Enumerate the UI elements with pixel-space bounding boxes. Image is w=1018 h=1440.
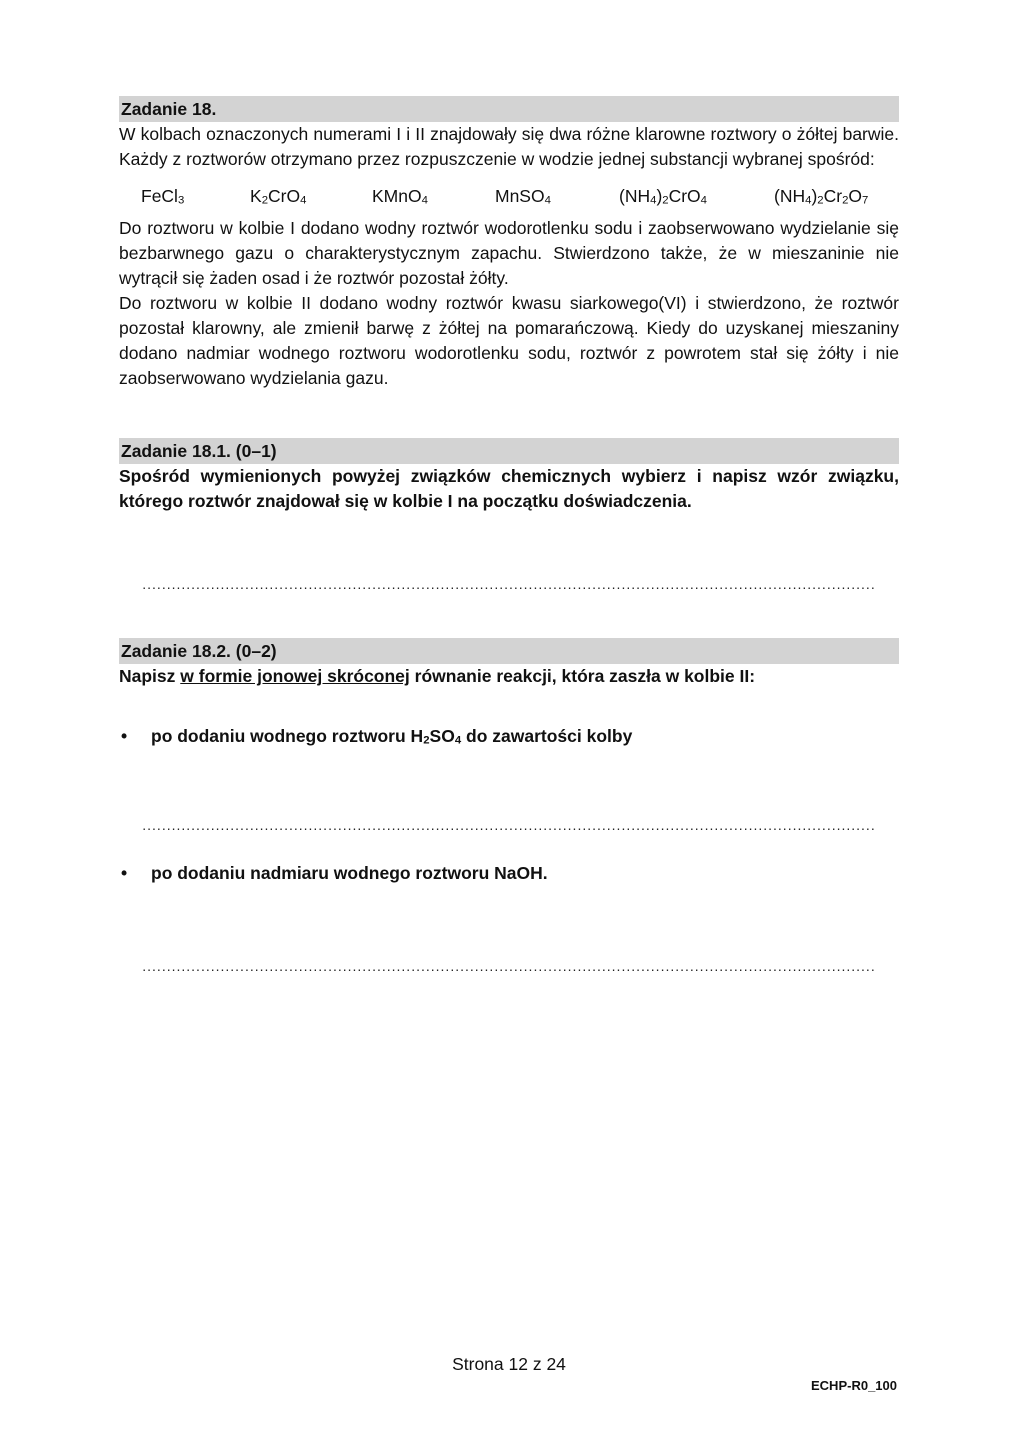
task-18-2-instruction: Napisz w formie jonowej skróconej równanie reakcji, która zaszła w kolbie II: [119, 666, 756, 686]
task-18-header: Zadanie 18. [119, 96, 899, 122]
task-18-2-answer-line-1[interactable]: ...................................................................................................................................................... [142, 817, 876, 833]
task-18-1-instruction: Spośród wymienionych powyżej związków chemicznych wybierz i napisz wzór związku, którego roztwór znajdował się w kolbie I na początku doświadczenia. [119, 466, 899, 511]
compound-nh4-2cr2o7: $(NH_4)_2Cr_2O_7$ [774, 186, 869, 207]
task-18-1-answer-line[interactable]: ...................................................................................................................................................... [142, 576, 876, 592]
compound-kmno4: KMnO$_4$ [372, 186, 428, 207]
compound-list [119, 182, 899, 210]
compound-nh4-2cro4: $(NH_4)_2CrO_4$ [619, 186, 707, 207]
page-content [119, 96, 899, 974]
page-number: Strona 12 z 24 [452, 1354, 566, 1374]
exam-code: ECHP-R0_100 [811, 1378, 897, 1393]
task-18-paragraph-2: Do roztworu w kolbie II dodano wodny roztwór kwasu siarkowego(VI) i stwierdzono, że roztwór pozostał klarowny, ale zmienił barwę z żółtej na pomarańczową. Kiedy do uzyskanej mieszaniny dodano nadmiar wodnego roztworu wodorotlenku sodu, roztwór z powrotem stał się żółty i nie zaobserwowano wydzielania gazu. [119, 293, 899, 388]
bullet-icon: • [121, 863, 128, 883]
task-18-2-header: Zadanie 18.2. (0–2) [119, 638, 899, 664]
task-18-2-bullet-1: • po dodaniu wodnego roztworu $H_2SO_4$ do zawartości kolby [119, 724, 899, 749]
task-18-2-bullet-2: • po dodaniu nadmiaru wodnego roztworu NaOH. [119, 861, 899, 886]
task-18-2-answer-line-2[interactable]: ...................................................................................................................................................... [142, 958, 876, 974]
bullet-icon: • [121, 726, 128, 746]
compound-fecl3: FeCl$_3$ [141, 186, 185, 207]
task-18-1-header: Zadanie 18.1. (0–1) [119, 438, 899, 464]
task-18-paragraph-1: Do roztworu w kolbie I dodano wodny roztwór wodorotlenku sodu i zaobserwowano wydzielanie się bezbarwnego gazu o charakterystycznym zapachu. Stwierdzono także, że w mieszaninie nie wytrącił się żaden osad i że roztwór pozostał żółty. [119, 218, 899, 288]
compound-mnso4: MnSO$_4$ [495, 186, 551, 207]
task-18-intro: W kolbach oznaczonych numerami I i II znajdowały się dwa różne klarowne roztwory o żółtej barwie. Każdy z roztworów otrzymano przez rozpuszczenie w wodzie jednej substancji wybranej spośród: [119, 124, 899, 169]
compound-k2cro4: $K_2CrO_4$ [250, 186, 307, 207]
instruction-emphasis: w formie jonowej skróconej [180, 666, 410, 686]
